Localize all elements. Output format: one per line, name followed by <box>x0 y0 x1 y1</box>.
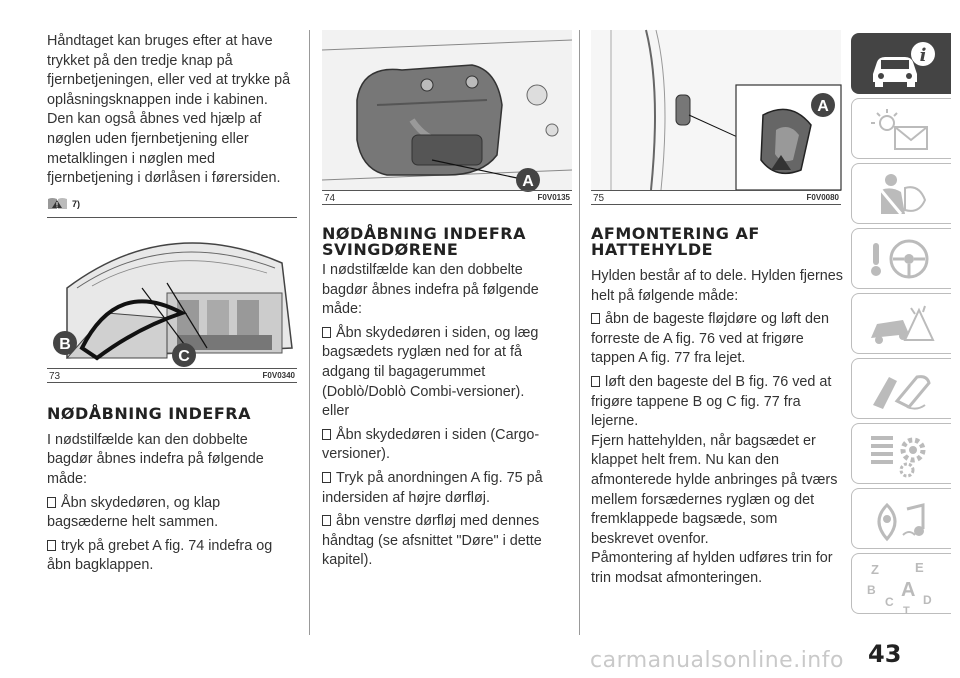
figure-74 <box>322 30 572 205</box>
bullet-item <box>322 469 572 508</box>
figure-code: F0V0080 <box>806 193 839 202</box>
watermark: carmanualsonline.info <box>590 648 844 673</box>
maintenance-icon <box>867 365 937 415</box>
tab-driving[interactable] <box>851 228 951 289</box>
bullet-text: åbn venstre dørfløj med dennes håndtag (se afsnittet "Døre" i dette kapitel). <box>322 513 542 569</box>
svg-text:C: C <box>885 595 894 609</box>
figure-75 <box>591 30 841 205</box>
chapter-tabs <box>851 33 960 618</box>
section-heading: AFMONTERING AF HATTEHYLDE <box>591 224 760 259</box>
bullet-text: åbn de bageste fløjdøre og løft den forreste de A fig. 76 ved at frigøre tappen A fig. 77 fra lejet. <box>591 311 829 367</box>
driving-icon <box>867 235 937 285</box>
or-text: eller <box>322 403 350 420</box>
figure-73 <box>47 217 297 383</box>
intro-paragraph: Håndtaget kan bruges efter at have trykket på den tredje knap på fjernbetjeningen, eller ved at trykke på oplåsningsknappen inde i kabinen. Den kan også åbnes ved hjælp af nøglen uden fjernbetjening eller metalklingen i nøglen med fjernbetjening i dørlåsen i førersiden. <box>47 33 291 187</box>
tab-maintenance[interactable] <box>851 358 951 419</box>
column-divider <box>579 30 580 635</box>
section-heading: NØDÅBNING INDEFRA <box>47 403 251 423</box>
column-divider <box>309 30 310 635</box>
tab-warning-lights[interactable] <box>851 98 951 159</box>
figure-code: F0V0340 <box>262 370 295 380</box>
checkbox-bullet-icon <box>322 472 331 483</box>
figure-73-label-b: B <box>59 335 71 353</box>
checkbox-bullet-icon <box>591 376 600 387</box>
svg-text:D: D <box>923 593 932 607</box>
checkbox-bullet-icon <box>591 313 600 324</box>
bullet-item <box>591 373 843 432</box>
paragraph: I nødstilfælde kan den dobbelte bagdør åbnes indefra på følgende måde: <box>322 262 539 318</box>
multimedia-icon <box>867 495 937 545</box>
warning-ref-number: 7) <box>72 198 81 209</box>
figure-75-label-a: A <box>817 98 829 115</box>
section-heading: NØDÅBNING INDEFRA SVINGDØRENE <box>322 224 526 259</box>
bullet-item <box>322 324 572 402</box>
paragraph: Fjern hattehylden, når bagsædet er klappet helt frem. Nu kan den afmonterede hylde anbringes på tværs mellem forsædernes ryglæn og det fremklappede bagsæde, som beskrevet ovenfor. <box>591 432 838 547</box>
page-number: 43 <box>868 640 902 668</box>
figure-code: F0V0135 <box>537 193 570 202</box>
paragraph: I nødstilfælde kan den dobbelte bagdør åbnes indefra på følgende måde: <box>47 431 264 487</box>
svg-text:Z: Z <box>871 562 879 577</box>
figure-73-illustration <box>47 218 297 368</box>
technical-data-icon <box>867 430 937 480</box>
warning-lights-icon <box>867 105 937 155</box>
svg-text:T: T <box>903 605 910 617</box>
bullet-text: tryk på grebet A fig. 74 indefra og åbn bagklappen. <box>47 537 273 574</box>
checkbox-bullet-icon <box>322 429 331 440</box>
bullet-item <box>47 494 297 533</box>
svg-text:B: B <box>867 583 876 597</box>
tab-technical-data[interactable] <box>851 423 951 484</box>
checkbox-bullet-icon <box>322 515 331 526</box>
column-1 <box>47 0 297 576</box>
figure-number: 75 <box>593 193 605 204</box>
tab-safety[interactable] <box>851 163 951 224</box>
figure-74-caption <box>322 190 572 205</box>
tab-index[interactable] <box>851 553 951 617</box>
bullet-text: løft den bageste del B fig. 76 ved at frigøre tappene B og C fig. 77 fra lejerne. <box>591 373 832 430</box>
svg-text:A: A <box>901 579 916 601</box>
paragraph: Påmontering af hylden udføres trin for trin modsat afmonteringen. <box>591 550 833 586</box>
paragraph: Hylden består af to dele. Hylden fjernes helt på følgende måde: <box>591 268 843 304</box>
figure-74-illustration <box>322 30 572 190</box>
svg-text:i: i <box>919 45 927 66</box>
column-3 <box>591 0 843 589</box>
column-2 <box>322 0 572 571</box>
bullet-text: Åbn skydedøren i siden (Cargo-versioner). <box>322 426 540 463</box>
index-icon <box>867 560 937 617</box>
tab-car-info[interactable] <box>851 33 951 94</box>
tab-emergency[interactable] <box>851 293 951 354</box>
bullet-item <box>322 426 572 465</box>
figure-number: 73 <box>49 370 61 382</box>
warning-reference <box>47 197 297 211</box>
bullet-text: Åbn skydedøren i siden, og læg bagsædets ryglæn ned for at få adgang til bagagerummet (Doblò/Doblò Combi-versioner). <box>322 324 539 400</box>
figure-number: 74 <box>324 193 336 204</box>
bullet-item <box>47 537 297 576</box>
car-info-icon <box>867 40 937 90</box>
svg-text:E: E <box>915 560 924 575</box>
figure-73-caption <box>47 368 297 383</box>
figure-75-caption <box>591 190 841 205</box>
figure-73-label-c: C <box>178 347 190 365</box>
figure-74-label-a: A <box>522 173 534 190</box>
checkbox-bullet-icon <box>47 497 56 508</box>
emergency-icon <box>867 300 937 350</box>
checkbox-bullet-icon <box>47 540 56 551</box>
bullet-item <box>591 310 843 369</box>
bullet-text: Tryk på anordningen A fig. 75 på indersiden af højre dørfløj. <box>322 469 543 506</box>
safety-icon <box>867 170 937 220</box>
bullet-text: Åbn skydedøren, og klap bagsæderne helt sammen. <box>47 494 221 531</box>
tab-multimedia[interactable] <box>851 488 951 549</box>
warning-book-icon <box>47 197 69 211</box>
bullet-item <box>322 512 572 571</box>
checkbox-bullet-icon <box>322 327 331 338</box>
figure-75-illustration <box>591 30 841 190</box>
